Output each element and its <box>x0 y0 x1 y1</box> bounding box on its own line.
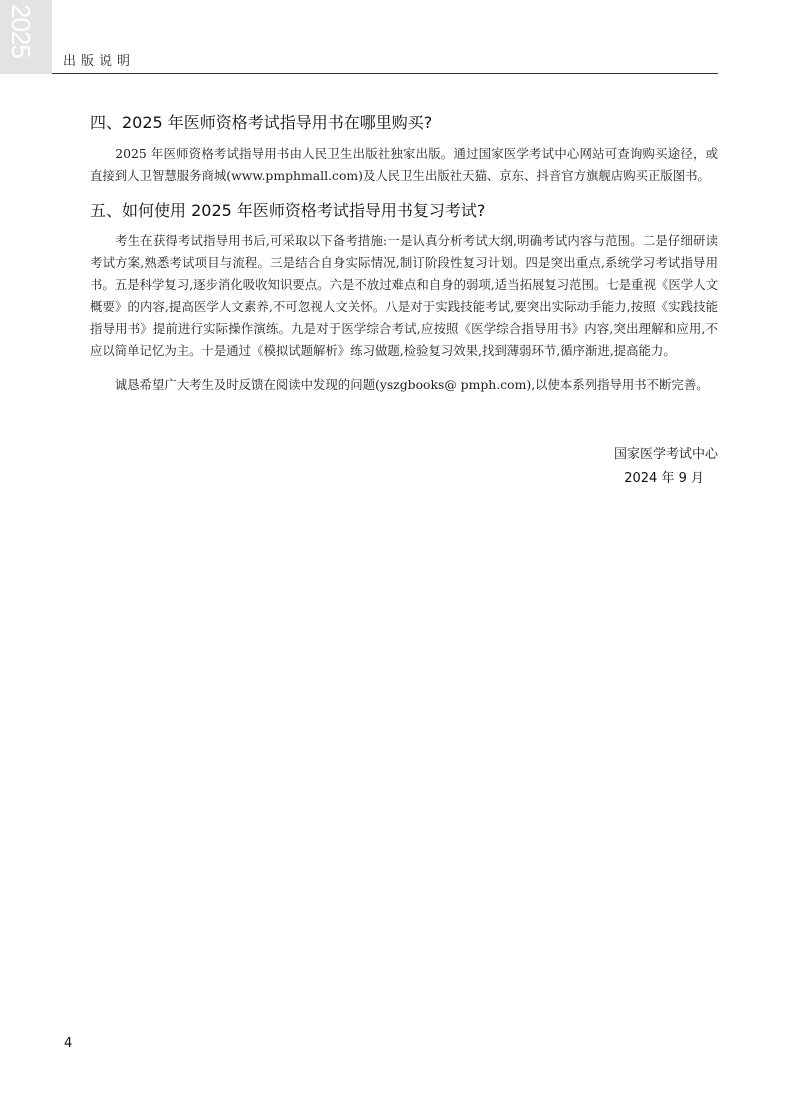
year-tab-label: 2025 <box>6 4 36 58</box>
paragraph-study-measures: 考生在获得考试指导用书后,可采取以下备考措施:一是认真分析考试大纲,明确考试内容与范围。二是仔细研读考试方案,熟悉考试项目与流程。三是结合自身实际情况,制订阶段性复习计划。四是突出重点,系统学习考试指导用书。五是科学复习,逐步消化吸收知识要点。六是不放过难点和自身的弱项,适当拓展复习范围。七是重视《医学人文概要》的内容,提高医学人文素养,不可忽视人文关怀。八是对于实践技能考试,要突出实际动手能力,按照《实践技能指导用书》提前进行实际操作演练。九是对于医学综合考试,应按照《医学综合指导用书》内容,突出理解和应用,不应以简单记忆为主。十是通过《模拟试题解析》练习做题,检验复习效果,找到薄弱环节,循序渐进,提高能力。 <box>90 233 718 358</box>
section-heading-purchase: 四、2025 年医师资格考试指导用书在哪里购买? <box>90 113 433 132</box>
section-heading-usage: 五、如何使用 2025 年医师资格考试指导用书复习考试? <box>90 201 486 220</box>
signature-organization: 国家医学考试中心 <box>613 447 718 462</box>
year-tab <box>0 0 52 74</box>
paragraph-purchase: 2025 年医师资格考试指导用书由人民卫生出版社独家出版。通过国家医学考试中心网站可查询购买途径，或直接到人卫智慧服务商城(www.pmphmall.com)及人民卫生出版社天猫、京东、抖音官方旗舰店购买正版图书。 <box>90 146 718 183</box>
page-number: 4 <box>64 1036 73 1051</box>
running-head: 出版说明 <box>63 54 136 69</box>
signature-date: 2024 年 9 月 <box>624 471 704 486</box>
header-rule <box>52 73 718 74</box>
paragraph-feedback: 诚恳希望广大考生及时反馈在阅读中发现的问题(yszgbooks@ pmph.com),以使本系列指导用书不断完善。 <box>90 377 709 392</box>
